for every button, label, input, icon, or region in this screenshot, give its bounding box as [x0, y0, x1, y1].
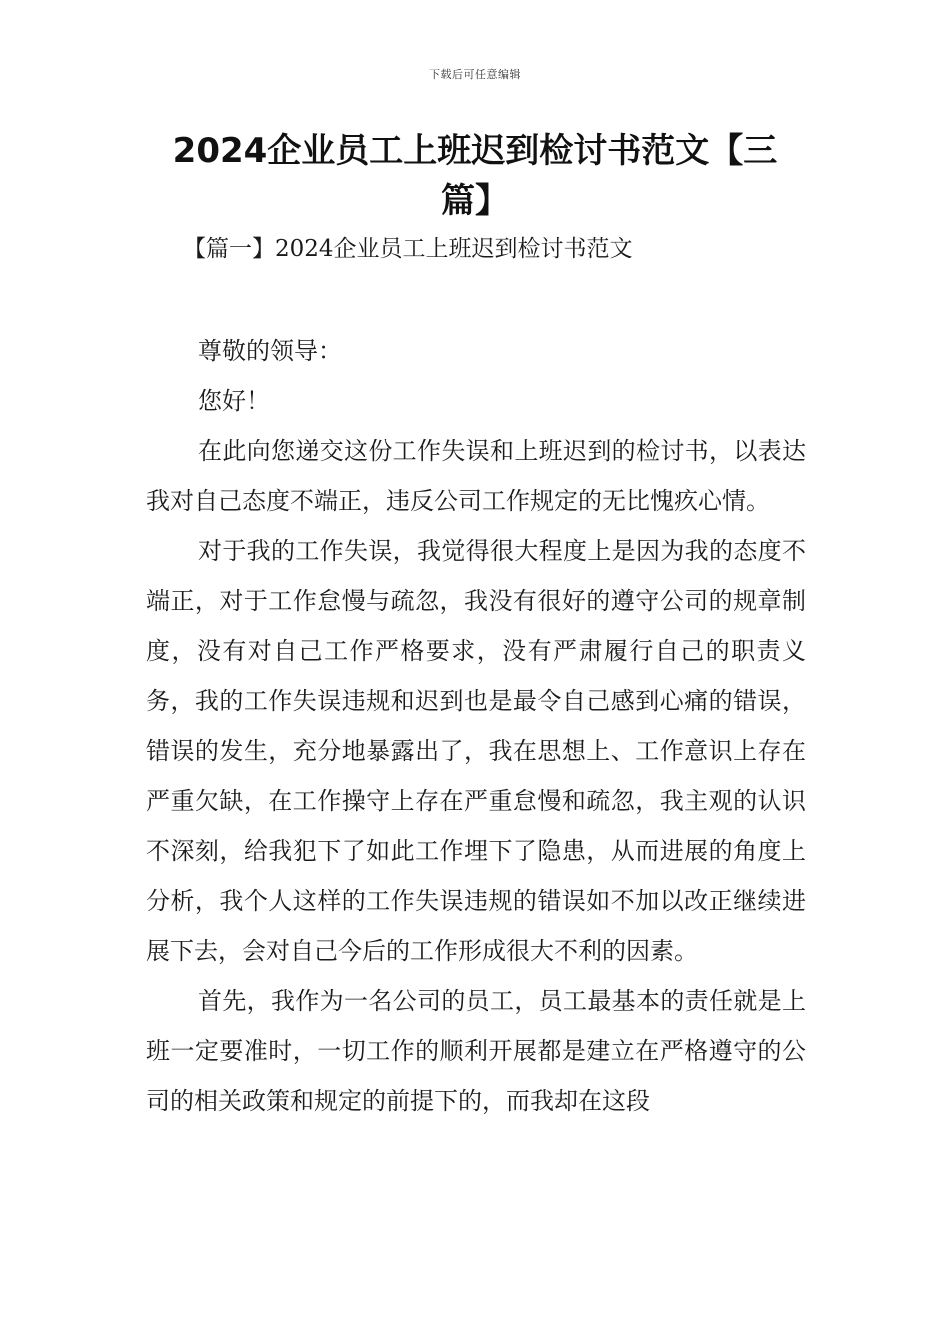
header-note: 下载后可任意编辑 — [429, 68, 521, 81]
body-paragraph: 在此向您递交这份工作失误和上班迟到的检讨书，以表达我对自己态度不端正，违反公司工作规定的无比愧疚心情。 — [146, 437, 806, 515]
salutation: 尊敬的领导： — [198, 337, 342, 365]
document-title: 2024企业员工上班迟到检讨书范文【三篇】 — [172, 131, 778, 221]
greeting: 您好！ — [198, 387, 270, 415]
section-heading: 【篇一】2024企业员工上班迟到检讨书范文 — [183, 236, 633, 262]
body-paragraph: 首先，我作为一名公司的员工，员工最基本的责任就是上班一定要准时，一切工作的顺利开展都是建立在严格遵守的公司的相关政策和规定的前提下的，而我却在这段 — [146, 987, 806, 1115]
document-body — [146, 326, 806, 1126]
body-paragraph: 对于我的工作失误，我觉得很大程度上是因为我的态度不端正，对于工作怠慢与疏忽，我没有很好的遵守公司的规章制度，没有对自己工作严格要求，没有严肃履行自己的职责义务，我的工作失误违规和迟到也是最令自己感到心痛的错误，错误的发生，充分地暴露出了，我在思想上、工作意识上存在严重欠缺，在工作操守上存在严重怠慢和疏忽，我主观的认识不深刻，给我犯下了如此工作埋下了隐患，从而进展的角度上分析，我个人这样的工作失误违规的错误如不加以改正继续进展下去，会对自己今后的工作形成很大不利的因素。 — [146, 537, 806, 965]
